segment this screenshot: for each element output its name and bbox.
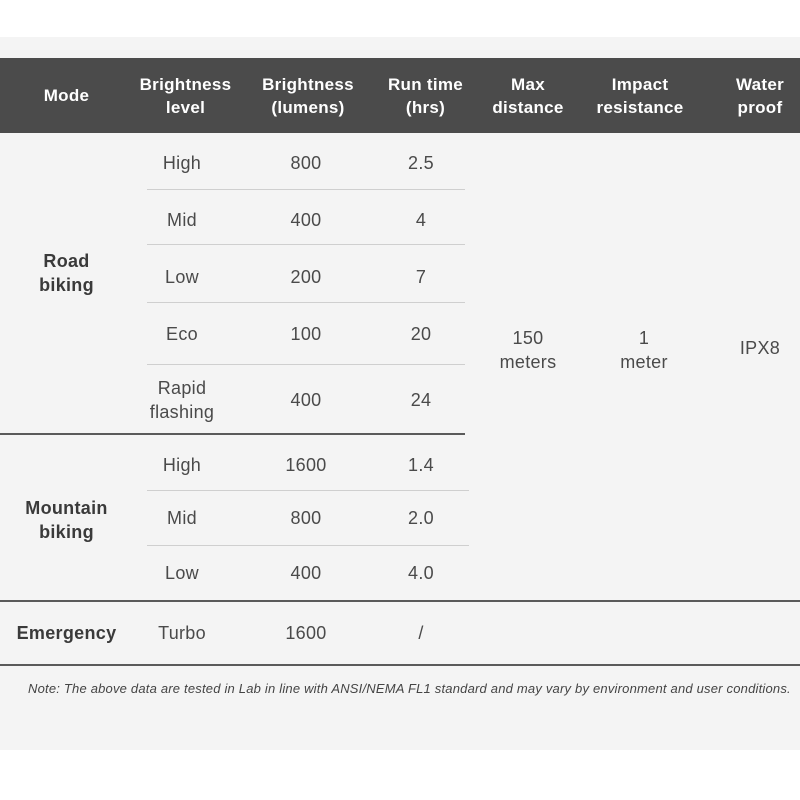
- mode-emergency: Emergency: [16, 623, 117, 643]
- header-mode: Mode: [43, 86, 90, 105]
- header-run-time: Run time (hrs): [387, 74, 464, 117]
- cell-runtime: 4: [415, 210, 427, 230]
- row-divider: [147, 189, 465, 190]
- cell-impact-resistance: 1 meter: [620, 328, 668, 372]
- row-divider: [147, 490, 469, 491]
- cell-lumens: 800: [290, 153, 322, 173]
- table-bottom-border: [0, 664, 800, 666]
- row-divider: [147, 364, 465, 365]
- header-brightness-lumens: Brightness (lumens): [262, 74, 354, 117]
- cell-level: Mid: [167, 210, 197, 230]
- cell-runtime: 4.0: [408, 563, 434, 583]
- cell-lumens: 800: [290, 508, 322, 528]
- cell-lumens: 400: [290, 390, 322, 410]
- row-divider: [147, 545, 469, 546]
- cell-level: Low: [165, 267, 199, 287]
- group-divider: [0, 433, 465, 435]
- header-water-proof: Water proof: [735, 74, 785, 117]
- cell-lumens: 1600: [285, 455, 327, 475]
- cell-level: Low: [165, 563, 199, 583]
- row-divider: [147, 244, 465, 245]
- cell-level: Rapid flashing: [149, 378, 215, 422]
- cell-runtime: 20: [410, 324, 432, 344]
- cell-water-proof: IPX8: [739, 338, 781, 358]
- cell-runtime: 2.5: [408, 153, 434, 173]
- header-max-distance: Max distance: [492, 74, 564, 117]
- cell-runtime: 2.0: [408, 508, 434, 528]
- row-divider: [147, 302, 465, 303]
- header-brightness-level: Brightness level: [139, 74, 232, 117]
- cell-lumens: 400: [290, 563, 322, 583]
- cell-level: High: [162, 153, 202, 173]
- mode-mountain-biking: Mountain biking: [25, 498, 108, 542]
- header-impact-resistance: Impact resistance: [596, 74, 684, 117]
- footnote: Note: The above data are tested in Lab in line with ANSI/NEMA FL1 standard and may vary by environment and user conditions.: [28, 681, 791, 696]
- cell-runtime: 1.4: [408, 455, 434, 475]
- cell-level: Mid: [167, 508, 197, 528]
- cell-level: Eco: [166, 324, 198, 344]
- cell-lumens: 200: [290, 267, 322, 287]
- cell-max-distance: 150 meters: [499, 328, 557, 372]
- cell-runtime: 7: [415, 267, 427, 287]
- cell-level: High: [162, 455, 202, 475]
- cell-lumens: 1600: [285, 623, 327, 643]
- cell-lumens: 100: [290, 324, 322, 344]
- mode-road-biking: Road biking: [39, 251, 94, 295]
- cell-runtime: 24: [410, 390, 432, 410]
- cell-level: Turbo: [158, 623, 206, 643]
- group-divider: [0, 600, 800, 602]
- cell-lumens: 400: [290, 210, 322, 230]
- cell-runtime: /: [418, 623, 424, 643]
